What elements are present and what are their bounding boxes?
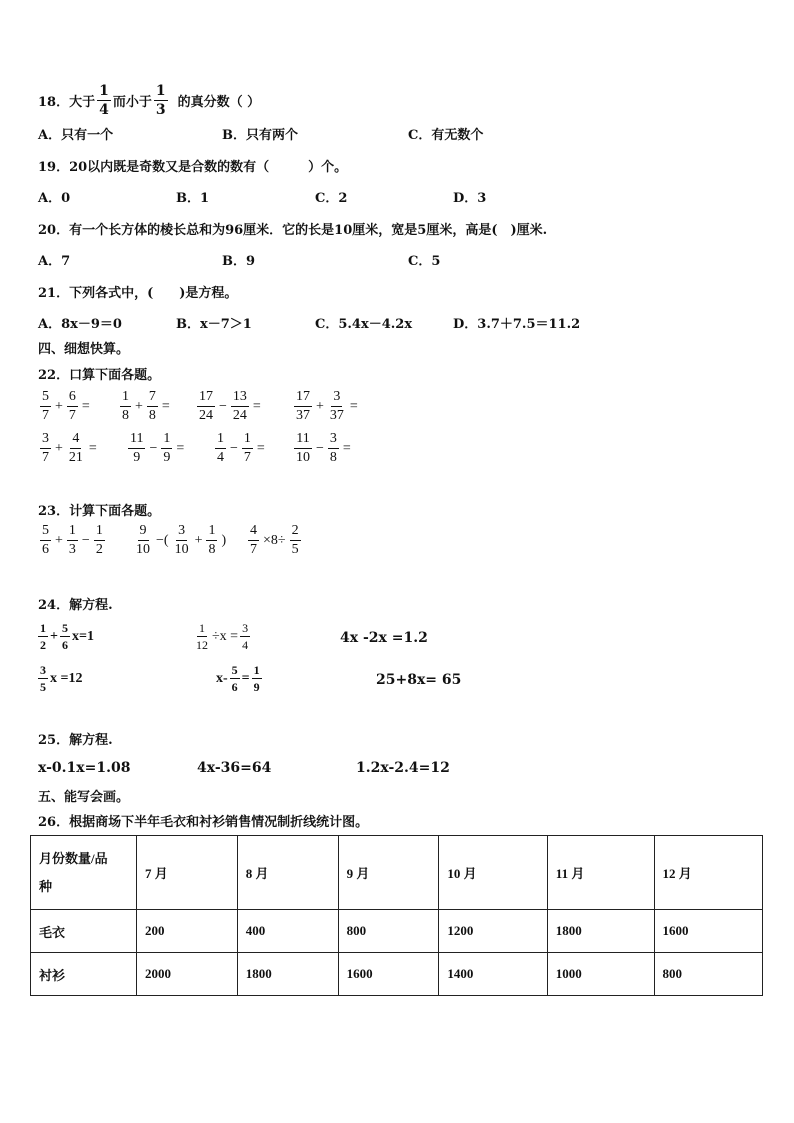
question-24-title: 24．解方程.	[38, 598, 113, 613]
table-cell: 400	[237, 910, 338, 953]
q18-option-a[interactable]: A．只有一个	[38, 128, 114, 143]
table-cell: 800	[654, 953, 762, 996]
q18-prefix: 大于	[69, 95, 96, 110]
q18-fraction-1: $\frac{1}{4}$	[99, 83, 109, 118]
q25-eq-1: x-0.1x=1.08	[38, 760, 131, 776]
q22-expr-2: $\frac{1}{8}$ + $\frac{7}{8}$ =	[122, 389, 170, 423]
table-cell: 800	[338, 910, 439, 953]
q18-option-c[interactable]: C．有无数个	[408, 128, 484, 143]
table-cell: 1600	[654, 910, 762, 953]
q25-eq-3: 1.2x-2.4=12	[356, 760, 450, 776]
q21-option-b[interactable]: B．x－7＞1	[176, 317, 252, 332]
q19-option-d[interactable]: D．3	[453, 191, 487, 206]
q24-eq-5: x- $\frac{5}{6}$ = $\frac{1}{9}$	[216, 663, 260, 694]
table-header-month: 12 月	[654, 836, 762, 910]
q19-option-b[interactable]: B．1	[176, 191, 210, 206]
table-cell: 1200	[439, 910, 547, 953]
q24-eq-3: 4x -2x =1.2	[340, 630, 428, 646]
table-header-month: 8 月	[237, 836, 338, 910]
q20-option-c[interactable]: C．5	[408, 254, 441, 269]
sales-table	[30, 835, 763, 996]
table-cell: 1400	[439, 953, 547, 996]
table-cell: 1800	[237, 953, 338, 996]
question-25-title: 25．解方程.	[38, 733, 113, 748]
question-19: 19．20以内既是奇数又是合数的数有（ ）个。	[38, 160, 348, 175]
q21-option-c[interactable]: C．5.4x－4.2x	[315, 317, 413, 332]
q23-expr-2: $\frac{9}{10}$ −( $\frac{3}{10}$ + $\frac{1}{8}$ )	[136, 523, 227, 557]
table-cell: 1600	[338, 953, 439, 996]
question-20: 20．有一个长方体的棱长总和为96厘米．它的长是10厘米，宽是5厘米，高是( )厘米.	[38, 223, 548, 238]
table-header-month: 9 月	[338, 836, 439, 910]
question-18	[38, 84, 260, 117]
table-row	[31, 910, 763, 953]
table-cell: 1000	[547, 953, 654, 996]
q18-mid: 而小于	[112, 95, 152, 110]
table-header-month: 11 月	[547, 836, 654, 910]
question-21: 21．下列各式中，( )是方程。	[38, 286, 238, 301]
section-4-heading: 四、细想快算。	[38, 342, 130, 357]
q22-expr-6: $\frac{11}{9}$ − $\frac{1}{9}$ =	[130, 431, 185, 465]
q25-eq-2: 4x-36=64	[197, 760, 272, 776]
q23-expr-1: $\frac{5}{6}$ + $\frac{1}{3}$ − $\frac{1}{2}$	[42, 523, 103, 557]
q24-eq-2: $\frac{1}{12}$ ÷x = $\frac{3}{4}$	[196, 621, 249, 652]
q20-option-a[interactable]: A．7	[38, 254, 71, 269]
table-row-label: 衬衫	[31, 953, 137, 996]
table-row-label: 毛衣	[31, 910, 137, 953]
q18-option-b[interactable]: B．只有两个	[222, 128, 298, 143]
q24-eq-6: 25+8x= 65	[376, 672, 462, 688]
q21-option-a[interactable]: A．8x－9＝0	[38, 317, 122, 332]
q22-expr-8: $\frac{11}{10}$ − $\frac{3}{8}$ =	[296, 431, 351, 465]
q18-fraction-2: $\frac{1}{3}$	[155, 83, 166, 118]
q21-option-d[interactable]: D．3.7＋7.5＝11.2	[453, 317, 581, 332]
q20-option-b[interactable]: B．9	[222, 254, 256, 269]
q22-expr-3: $\frac{17}{24}$ − $\frac{13}{24}$ =	[199, 389, 261, 423]
q18-number: 18．	[38, 95, 70, 110]
table-row	[31, 953, 763, 996]
q19-option-a[interactable]: A．0	[38, 191, 71, 206]
table-header-row	[31, 836, 763, 910]
q22-expr-4: $\frac{17}{37}$ + $\frac{3}{37}$ =	[296, 389, 358, 423]
q24-eq-1: $\frac{1}{2}$ + $\frac{5}{6}$ x=1	[40, 621, 94, 652]
table-header-month: 7 月	[137, 836, 238, 910]
q22-expr-1: $\frac{5}{7}$ + $\frac{6}{7}$ =	[42, 389, 90, 423]
table-cell: 200	[137, 910, 238, 953]
q18-suffix: 的真分数（ ）	[177, 95, 261, 110]
q22-expr-7: $\frac{1}{4}$ − $\frac{1}{7}$ =	[217, 431, 265, 465]
q23-expr-3: $\frac{4}{7}$ ×8÷ $\frac{2}{5}$	[250, 523, 299, 557]
question-23-title: 23．计算下面各题。	[38, 504, 161, 519]
q19-option-c[interactable]: C．2	[315, 191, 348, 206]
q24-eq-4: $\frac{3}{5}$ x =12	[40, 663, 83, 694]
section-5-heading: 五、能写会画。	[38, 790, 130, 805]
table-header-corner: 月份数量/品 种	[31, 836, 137, 910]
table-header-month: 10 月	[439, 836, 547, 910]
q22-expr-5: $\frac{3}{7}$ + $\frac{4}{21}$ =	[42, 431, 97, 465]
question-22-title: 22．口算下面各题。	[38, 368, 161, 383]
table-cell: 1800	[547, 910, 654, 953]
table-cell: 2000	[137, 953, 238, 996]
question-26-title: 26．根据商场下半年毛衣和衬衫销售情况制折线统计图。	[38, 815, 369, 830]
